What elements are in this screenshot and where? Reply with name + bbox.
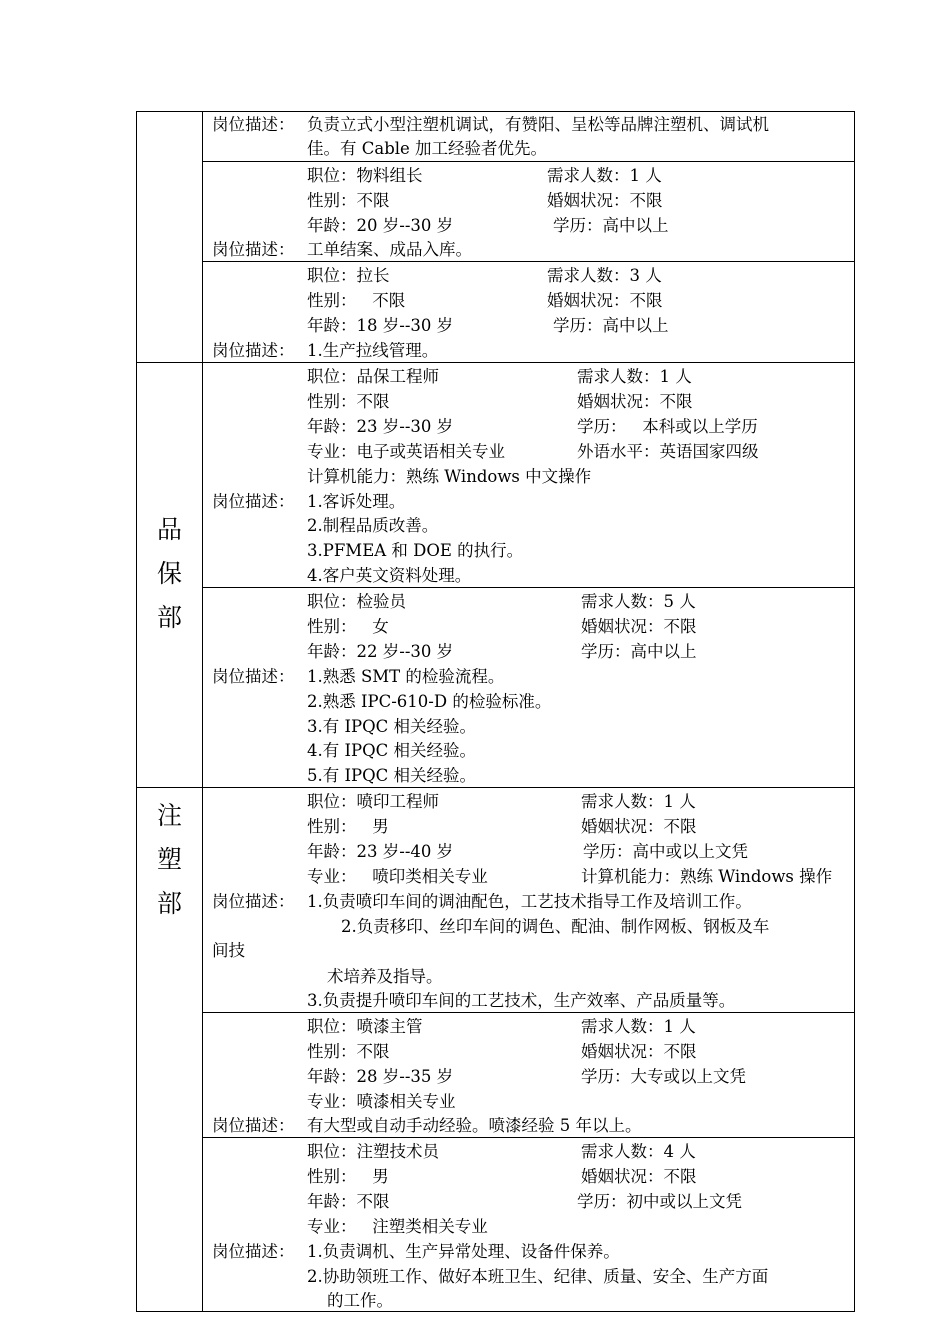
- duty-item: 4.客户英文资料处理。: [307, 566, 472, 585]
- duty-item-wrap: 间技: [212, 941, 245, 960]
- headcount: 需求人数：5 人: [581, 592, 696, 611]
- job-description-label: 岗位描述：: [212, 667, 295, 686]
- age-requirement: 年龄：18 岁--30 岁: [307, 316, 454, 335]
- duty-item: 2.制程品质改善。: [307, 516, 439, 535]
- education-requirement: 学历： 本科或以上学历: [577, 417, 758, 436]
- education-requirement: 学历：高中以上: [581, 642, 697, 661]
- duty-item: 4.有 IPQC 相关经验。: [307, 741, 477, 760]
- language-requirement: 外语水平：英语国家四级: [577, 442, 759, 461]
- headcount: 需求人数：1 人: [581, 1017, 696, 1036]
- education-requirement: 学历：高中以上: [553, 316, 669, 335]
- job-position: 职位：检验员: [307, 592, 406, 611]
- computer-skill-requirement: 计算机能力：熟练 Windows 操作: [581, 867, 833, 886]
- marital-requirement: 婚姻状况：不限: [581, 617, 697, 636]
- job-description: 有大型或自动手动经验。喷漆经验 5 年以上。: [307, 1116, 642, 1135]
- job-position: 职位：品保工程师: [307, 367, 439, 386]
- gender-requirement: 性别： 男: [307, 817, 389, 836]
- row-divider: [202, 261, 854, 262]
- headcount: 需求人数：1 人: [577, 367, 692, 386]
- duty-item: 3.PFMEA 和 DOE 的执行。: [307, 541, 524, 560]
- marital-requirement: 婚姻状况：不限: [577, 392, 693, 411]
- job-position: 职位：物料组长: [307, 166, 423, 185]
- duty-item: 2.协助领班工作、做好本班卫生、纪律、质量、安全、生产方面: [307, 1267, 769, 1286]
- job-description-label: 岗位描述：: [212, 892, 295, 911]
- job-description: 佳。有 Cable 加工经验者优先。: [307, 139, 548, 158]
- major-requirement: 专业： 注塑类相关专业: [307, 1217, 488, 1236]
- job-description: 工单结案、成品入库。: [307, 240, 472, 259]
- age-requirement: 年龄：23 岁--30 岁: [307, 417, 454, 436]
- age-requirement: 年龄：20 岁--30 岁: [307, 216, 454, 235]
- gender-requirement: 性别：不限: [307, 392, 390, 411]
- job-description-label: 岗位描述：: [212, 1116, 295, 1135]
- gender-requirement: 性别： 男: [307, 1167, 389, 1186]
- gender-requirement: 性别： 不限: [307, 291, 406, 310]
- duty-item: 2.负责移印、丝印车间的调色、配油、制作网板、钢板及车: [341, 917, 770, 936]
- job-description-label: 岗位描述：: [212, 1242, 295, 1261]
- department-divider: [137, 787, 854, 788]
- duty-item: 1.熟悉 SMT 的检验流程。: [307, 667, 505, 686]
- duty-item: 3.有 IPQC 相关经验。: [307, 717, 477, 736]
- marital-requirement: 婚姻状况：不限: [547, 191, 663, 210]
- row-divider: [202, 161, 854, 162]
- age-requirement: 年龄：23 岁--40 岁: [307, 842, 454, 861]
- job-position: 职位：拉长: [307, 266, 390, 285]
- gender-requirement: 性别： 女: [307, 617, 389, 636]
- computer-skill-requirement: 计算机能力：熟练 Windows 中文操作: [307, 467, 592, 486]
- major-requirement: 专业： 喷印类相关专业: [307, 867, 488, 886]
- major-requirement: 专业：电子或英语相关专业: [307, 442, 505, 461]
- duty-item: 2.熟悉 IPC-610-D 的检验标准。: [307, 692, 552, 711]
- education-requirement: 学历：大专或以上文凭: [581, 1067, 746, 1086]
- gender-requirement: 性别：不限: [307, 191, 390, 210]
- education-requirement: 学历：初中或以上文凭: [577, 1192, 742, 1211]
- duty-item-continuation: 的工作。: [327, 1291, 393, 1310]
- job-description-label: 岗位描述：: [212, 341, 295, 360]
- marital-requirement: 婚姻状况：不限: [581, 1042, 697, 1061]
- headcount: 需求人数：1 人: [547, 166, 662, 185]
- job-position: 职位：喷印工程师: [307, 792, 439, 811]
- duty-item: 3.负责提升喷印车间的工艺技术，生产效率、产品质量等。: [307, 991, 736, 1010]
- marital-requirement: 婚姻状况：不限: [581, 1167, 697, 1186]
- department-label-injection: 注 塑 部: [156, 801, 182, 918]
- job-description-label: 岗位描述：: [212, 240, 295, 259]
- row-divider: [202, 587, 854, 588]
- education-requirement: 学历：高中或以上文凭: [583, 842, 748, 861]
- headcount: 需求人数：3 人: [547, 266, 662, 285]
- duty-item: 1.负责调机、生产异常处理、设备件保养。: [307, 1242, 620, 1261]
- department-label-quality: 品 保 部: [156, 515, 182, 632]
- job-description: 1.生产拉线管理。: [307, 341, 439, 360]
- job-description-label: 岗位描述：: [212, 115, 295, 134]
- marital-requirement: 婚姻状况：不限: [547, 291, 663, 310]
- major-requirement: 专业：喷漆相关专业: [307, 1092, 456, 1111]
- duty-item-continuation: 术培养及指导。: [327, 967, 443, 986]
- headcount: 需求人数：1 人: [581, 792, 696, 811]
- gender-requirement: 性别：不限: [307, 1042, 390, 1061]
- headcount: 需求人数：4 人: [581, 1142, 696, 1161]
- column-divider: [202, 112, 203, 1311]
- age-requirement: 年龄：不限: [307, 1192, 390, 1211]
- recruitment-table: [136, 111, 855, 1312]
- job-description: 负责立式小型注塑机调试，有赞阳、呈松等品牌注塑机、调试机: [307, 115, 769, 134]
- duty-item: 1.客诉处理。: [307, 492, 406, 511]
- education-requirement: 学历：高中以上: [553, 216, 669, 235]
- job-position: 职位：喷漆主管: [307, 1017, 423, 1036]
- duty-item: 1.负责喷印车间的调油配色，工艺技术指导工作及培训工作。: [307, 892, 752, 911]
- marital-requirement: 婚姻状况：不限: [581, 817, 697, 836]
- duty-item: 5.有 IPQC 相关经验。: [307, 766, 477, 785]
- age-requirement: 年龄：28 岁--35 岁: [307, 1067, 454, 1086]
- job-description-label: 岗位描述：: [212, 492, 295, 511]
- age-requirement: 年龄：22 岁--30 岁: [307, 642, 454, 661]
- job-position: 职位：注塑技术员: [307, 1142, 439, 1161]
